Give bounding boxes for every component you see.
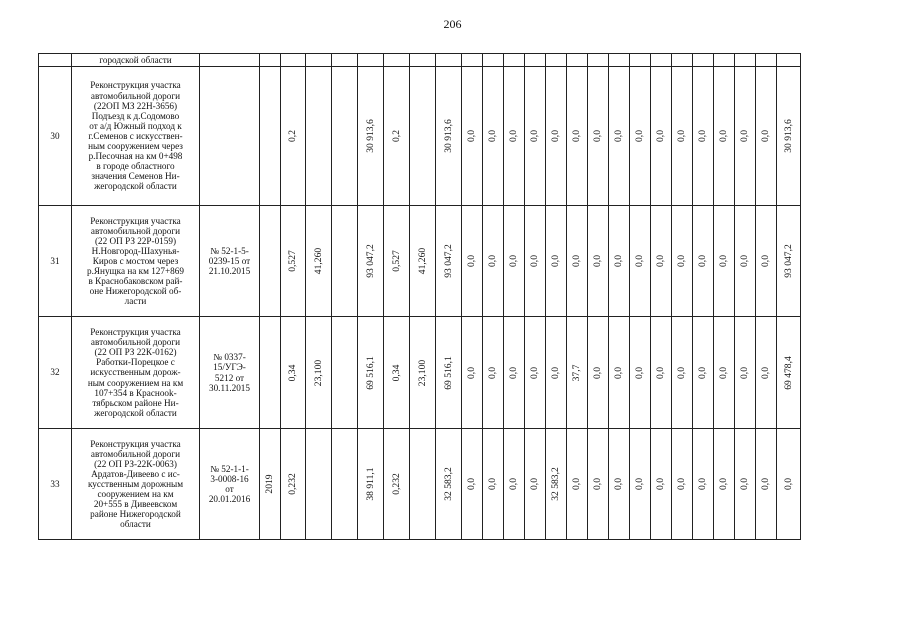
value-cell-value: 0,0 [697,366,708,379]
length-cell-2 [384,67,410,206]
value-cell-value: 0,0 [529,366,540,379]
object-description-line: жегородской области [94,181,177,192]
estimated-cost-cell [358,206,384,317]
length-cell [281,67,306,206]
object-description-line: в Краснобаковском рай- [88,276,183,287]
value-cell [546,429,567,540]
year-cell [260,317,281,429]
object-description-line: Реконструкция участка [90,327,181,338]
area-cell-2 [410,429,436,540]
total-cell [777,206,801,317]
value-cell [735,317,756,429]
estimated-cost-cell [358,429,384,540]
value-cell [567,67,588,206]
value-cell [588,317,609,429]
length-cell-value: 0,34 [287,364,298,381]
value-cell-value: 0,0 [697,255,708,267]
value-cell-value: 32 583,2 [550,467,561,501]
object-description-line: Киров с мостом через [92,255,179,266]
object-description-line: ным сооружением через [88,141,183,152]
value-cell-value: 0,0 [655,478,666,490]
value-cell-value: 0,0 [466,366,477,379]
object-description-line: Н.Новгород-Шахунья- [91,245,180,256]
object-description-line: ным сооружением на км [87,377,184,388]
value-cell [525,317,546,429]
value-cell-value: 0,0 [718,255,729,267]
object-description-line: оне Нижегородской об- [89,286,182,297]
object-description-line: г.Семенов с искусствен- [88,130,183,141]
value-cell-value: 0,0 [613,478,624,490]
estimated-cost-cell [358,67,384,206]
value-cell-value: 0,0 [697,130,708,142]
value-cell-value: 0,0 [634,255,645,267]
permit-info-line: № 0337- [213,352,246,363]
object-description-line: ласти [124,296,147,307]
value-cell [546,67,567,206]
value-cell-value: 0,0 [718,366,729,379]
length-cell-2-value: 0,34 [390,364,402,381]
value-cell [714,317,735,429]
object-description [72,206,200,317]
value-cell [588,67,609,206]
estimated-cost-cell-value: 69 516,1 [364,355,376,390]
value-cell [714,206,735,317]
estimated-cost-cell-2-value: 69 516,1 [442,355,454,390]
value-cell [735,206,756,317]
value-cell [672,67,693,206]
object-description-line: автомобильной дороги [90,337,181,348]
object-description [72,67,200,206]
value-cell-value: 37,7 [571,364,582,381]
value-cell [609,67,630,206]
value-cell [483,317,504,429]
value-cell [462,429,483,540]
permit-info [200,429,260,540]
row-number: 30 [39,67,72,206]
length-cell-2 [384,206,410,317]
value-cell-value: 0,0 [613,130,624,142]
area-cell [306,317,332,429]
value-cell-value: 0,0 [760,130,771,142]
value-cell-value: 0,0 [529,478,540,490]
value-cell [693,429,714,540]
estimated-cost-cell-2 [436,429,462,540]
length-cell-2-value: 0,527 [390,250,402,272]
value-cell-value: 0,0 [718,130,729,142]
total-cell [777,67,801,206]
continuation-text: городской области [72,54,200,67]
value-cell-value: 0,0 [613,366,624,379]
value-cell-value: 0,0 [739,366,750,379]
permit-info [200,67,260,206]
total-cell [777,429,801,540]
permit-info-line: от [225,484,234,494]
object-description-line: Реконструкция участка [90,215,181,226]
value-cell-value: 0,0 [550,366,561,379]
permit-info-line: № 52-1-5- [210,245,249,256]
value-cell [651,67,672,206]
value-cell [462,317,483,429]
value-cell-value: 0,0 [718,478,729,490]
object-description-line: (22ОП МЗ 22Н-3656) [93,100,178,111]
object-description-line: искусственным дорож- [90,367,181,378]
value-cell [567,206,588,317]
total-cell-value: 0,0 [782,478,794,490]
length-cell-value: 0,232 [287,473,298,495]
permit-info-line: 21.10.2015 [208,266,251,277]
value-cell-value: 0,0 [676,255,687,267]
value-cell-value: 0,0 [487,130,498,142]
object-description-line: Реконструкция участка [90,438,181,449]
value-cell-value: 0,0 [760,255,771,267]
value-cell-value: 0,0 [634,130,645,142]
estimated-cost-cell-value: 93 047,2 [364,244,376,278]
table-row [39,317,801,429]
row-number: 32 [39,317,72,429]
value-cell-value: 0,0 [550,130,561,142]
total-cell-value: 69 478,4 [782,355,794,390]
area-cell-value: 41,260 [312,247,324,275]
object-description-line: 20+555 в Дивеевском [93,499,178,510]
value-cell [567,429,588,540]
object-description-line: жегородской области [94,407,177,418]
value-cell [630,429,651,540]
estimated-cost-cell-2 [436,67,462,206]
estimated-cost-cell-2-value: 93 047,2 [442,244,454,278]
cost-cell [332,67,358,206]
year-cell [260,67,281,206]
cost-cell [332,317,358,429]
value-cell-value: 0,0 [613,255,624,267]
value-cell-value: 0,0 [655,130,666,142]
value-cell [483,429,504,540]
value-cell-value: 0,0 [592,478,603,490]
register-table [38,53,801,540]
value-cell-value: 0,0 [739,255,750,267]
value-cell-value: 0,0 [676,130,687,142]
value-cell-value: 0,0 [508,366,519,379]
object-description-line: р.Янущка на км 127+869 [87,266,184,277]
estimated-cost-cell-2-value: 30 913,6 [442,119,454,153]
row-number: 33 [39,429,72,540]
value-cell [504,206,525,317]
value-cell-value: 0,0 [466,478,477,490]
value-cell-value: 0,0 [676,478,687,490]
permit-info-line: 20.01.2016 [208,494,251,505]
object-description-line: (22 ОП РЗ-22К-0063) [94,458,177,469]
value-cell-value: 0,0 [760,366,771,379]
permit-info-line: 15/УГЭ- [213,362,246,373]
object-description-line: (22 ОП РЗ 22Р-0159) [94,235,177,246]
value-cell [630,67,651,206]
year-cell [260,206,281,317]
value-cell [756,429,777,540]
value-cell [735,429,756,540]
object-description-line: в городе областного [96,161,175,172]
object-description-line: автомобильной дороги [90,448,181,459]
length-cell [281,429,306,540]
value-cell [525,429,546,540]
value-cell [756,206,777,317]
permit-info-line: № 52-1-1- [210,463,249,474]
value-cell-value: 0,0 [697,478,708,490]
value-cell-value: 0,0 [634,366,645,379]
area-cell-2 [410,206,436,317]
value-cell-value: 0,0 [550,255,561,267]
table-row [39,429,801,540]
object-description-line: районе Нижегородской [90,509,181,520]
value-cell [672,317,693,429]
value-cell-value: 0,0 [571,255,582,267]
permit-info-line: 5212 от [214,372,245,383]
value-cell [651,206,672,317]
value-cell [546,317,567,429]
value-cell-value: 0,0 [634,478,645,490]
area-cell-2 [410,317,436,429]
table-row [39,67,801,206]
value-cell [504,67,525,206]
value-cell-value: 0,0 [508,255,519,267]
value-cell-value: 0,0 [487,255,498,267]
value-cell [588,206,609,317]
value-cell [483,206,504,317]
estimated-cost-cell-value: 38 911,1 [364,467,376,501]
area-cell [306,429,332,540]
length-cell-value: 0,2 [287,130,298,142]
estimated-cost-cell-2 [436,317,462,429]
permit-info [200,317,260,429]
value-cell-value: 0,0 [592,255,603,267]
object-description-line: автомобильной дороги [90,90,181,101]
estimated-cost-cell-value: 30 913,6 [364,119,376,153]
object-description-line: Ардатов-Дивеево с ис- [91,468,180,479]
object-description [72,429,200,540]
area-cell-2-value: 23,100 [416,359,428,386]
length-cell-2-value: 0,232 [390,473,402,495]
total-cell-value: 30 913,6 [782,119,794,153]
value-cell [609,206,630,317]
value-cell [693,317,714,429]
page-number: 206 [443,17,462,31]
value-cell [504,317,525,429]
cell-empty [39,54,72,67]
value-cell [714,429,735,540]
object-description-line: Подъезд к д.Содомово [91,110,180,121]
object-description-line: 107+354 в Краснооk- [94,387,177,398]
value-cell-value: 0,0 [508,130,519,142]
area-cell-value: 23,100 [312,359,324,386]
total-cell-value: 93 047,2 [782,244,794,278]
object-description [72,317,200,429]
value-cell-value: 0,0 [592,130,603,142]
length-cell [281,317,306,429]
length-cell-2-value: 0,2 [390,130,402,142]
value-cell [630,317,651,429]
value-cell [672,206,693,317]
value-cell-value: 0,0 [466,130,477,142]
value-cell-value: 0,0 [487,478,498,490]
value-cell [756,67,777,206]
object-description-line: автомобильной дороги [90,225,181,236]
estimated-cost-cell-2-value: 32 583,2 [442,467,454,501]
area-cell-2 [410,67,436,206]
value-cell [504,429,525,540]
permit-info-line: 30.11.2015 [208,382,250,393]
value-cell [756,317,777,429]
length-cell-2 [384,317,410,429]
value-cell [588,429,609,540]
value-cell-value: 0,0 [529,255,540,267]
value-cell [672,429,693,540]
object-description-line: значения Семенов Ни- [91,171,180,182]
table-row [39,206,801,317]
value-cell-value: 0,0 [571,130,582,142]
value-cell [714,67,735,206]
object-description-line: р.Песочная на км 0+498 [88,151,183,162]
length-cell [281,206,306,317]
area-cell [306,67,332,206]
estimated-cost-cell-2 [436,206,462,317]
value-cell [483,67,504,206]
permit-info [200,206,260,317]
year-cell [260,429,281,540]
value-cell-value: 0,0 [655,366,666,379]
object-description-line: (22 ОП РЗ 22К-0162) [94,347,177,358]
permit-info-line: 0239-15 от [208,255,251,266]
value-cell-value: 0,0 [760,478,771,490]
row-number: 31 [39,206,72,317]
value-cell [651,317,672,429]
value-cell [693,206,714,317]
year-cell-value: 2019 [264,474,275,494]
value-cell-value: 0,0 [466,255,477,267]
estimated-cost-cell [358,317,384,429]
value-cell-value: 0,0 [487,366,498,379]
object-description-line: тябрьском районе Ни- [92,397,179,408]
value-cell [462,67,483,206]
value-cell-value: 0,0 [571,478,582,490]
cost-cell [332,429,358,540]
object-description-line: Реконструкция участка [90,80,181,91]
permit-info-line: 3-0008-16 [210,473,249,484]
continuation-row [39,54,801,67]
value-cell [693,67,714,206]
area-cell [306,206,332,317]
value-cell [735,67,756,206]
value-cell [567,317,588,429]
length-cell-value: 0,527 [287,250,298,272]
object-description-line: Работки-Порецкое с [96,357,175,368]
length-cell-2 [384,429,410,540]
value-cell-value: 0,0 [739,478,750,490]
value-cell-value: 0,0 [529,130,540,142]
value-cell-value: 0,0 [676,366,687,379]
object-description-line: сооружением на км [97,489,174,500]
area-cell-2-value: 41,260 [416,247,428,275]
value-cell-value: 0,0 [592,366,603,379]
object-description-line: области [120,519,151,530]
value-cell [630,206,651,317]
value-cell-value: 0,0 [655,255,666,267]
object-description-line: от а/д Южный подход к [89,120,182,131]
value-cell [525,67,546,206]
cost-cell [332,206,358,317]
object-description-line: кусственным дорожным [87,478,184,489]
value-cell [546,206,567,317]
total-cell [777,317,801,429]
value-cell [609,317,630,429]
value-cell [609,429,630,540]
value-cell-value: 0,0 [739,130,750,142]
value-cell [525,206,546,317]
value-cell [462,206,483,317]
value-cell [651,429,672,540]
value-cell-value: 0,0 [508,478,519,490]
